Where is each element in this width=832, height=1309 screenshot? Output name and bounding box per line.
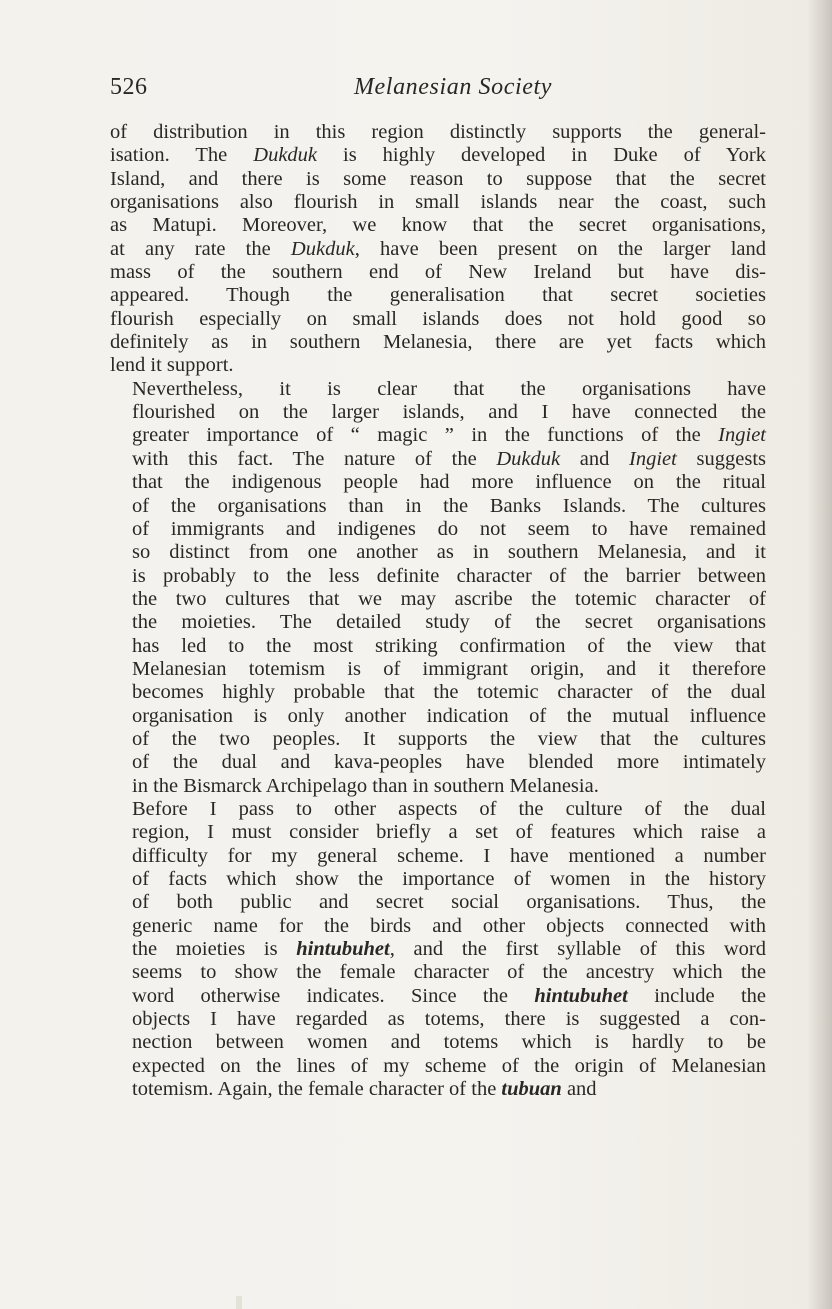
text-line xyxy=(110,471,766,494)
text-run: is probably to the less definite character of the barrier between xyxy=(132,564,766,587)
text-line xyxy=(110,728,766,751)
text-line xyxy=(110,891,766,914)
italic-term: Ingiet xyxy=(718,424,766,447)
text-run: , have been present on the larger land xyxy=(354,237,766,260)
body-text xyxy=(110,121,766,1101)
text-run: greater importance of “ magic ” in the functions of the xyxy=(132,424,719,447)
text-line xyxy=(110,214,766,237)
text-run: nection between women and totems which is hardly to be xyxy=(132,1031,766,1054)
text-run: of facts which show the importance of women in the history xyxy=(132,868,766,890)
text-run: is highly developed in Duke of York xyxy=(317,144,766,167)
text-run: objects I have regarded as totems, there is suggested a con- xyxy=(132,1008,766,1031)
text-run: and xyxy=(561,1078,597,1101)
text-run: definitely as in southern Melanesia, there are yet facts which xyxy=(110,331,766,354)
text-run: Island, and there is some reason to suppose that the secret xyxy=(110,167,766,190)
text-run: of both public and secret social organisations. Thus, the xyxy=(132,891,766,914)
page-number: 526 xyxy=(110,74,148,100)
text-run: of the dual and kava-peoples have blended more intimately xyxy=(132,751,766,774)
italic-term: hintubuhet xyxy=(296,938,390,961)
text-run: so distinct from one another as in southern Melanesia, and it xyxy=(132,541,766,564)
text-line xyxy=(110,541,766,564)
text-run: lend it support. xyxy=(110,354,234,377)
text-line xyxy=(110,1078,766,1101)
text-run: and xyxy=(560,447,630,470)
text-line xyxy=(110,331,766,354)
text-line xyxy=(110,611,766,634)
text-line xyxy=(110,775,766,798)
text-run: organisations also flourish in small islands near the coast, such xyxy=(110,191,766,214)
text-line xyxy=(110,144,766,167)
text-line xyxy=(110,985,766,1008)
text-run: isation. The xyxy=(110,144,254,167)
text-run: as Matupi. Moreover, we know that the secret organisations, xyxy=(110,214,766,237)
italic-term: hintubuhet xyxy=(534,984,628,1007)
text-run: difficulty for my general scheme. I have mentioned a number xyxy=(132,844,766,867)
paragraph xyxy=(110,378,766,798)
text-line xyxy=(110,168,766,191)
text-line xyxy=(110,565,766,588)
text-run: flourish especially on small islands does not hold good so xyxy=(110,307,766,330)
page-header xyxy=(110,74,766,104)
text-run: suggests xyxy=(676,447,766,470)
text-run: of the two peoples. It supports the view that the cultures xyxy=(132,727,766,750)
text-line xyxy=(110,308,766,331)
text-run: expected on the lines of my scheme of the origin of Melanesian xyxy=(132,1054,766,1077)
paragraph xyxy=(110,798,766,1101)
text-line xyxy=(110,681,766,704)
text-line xyxy=(110,915,766,938)
text-line xyxy=(110,658,766,681)
text-run: organisation is only another indication of the mutual influence xyxy=(132,704,766,727)
text-run: of immigrants and indigenes do not seem to have remained xyxy=(132,517,766,540)
text-line xyxy=(110,238,766,261)
text-run: , and the first syllable of this word xyxy=(389,938,766,961)
text-run: Nevertheless, it is clear that the organisations have xyxy=(132,377,766,400)
text-line xyxy=(110,261,766,284)
text-line xyxy=(110,354,766,377)
text-run: flourished on the larger islands, and I have connected the xyxy=(132,401,766,424)
text-run: has led to the most striking confirmation of the view that xyxy=(132,634,766,657)
text-run: the moieties is xyxy=(132,938,297,961)
italic-term: Ingiet xyxy=(629,447,677,470)
text-line xyxy=(110,845,766,868)
italic-term: Dukduk xyxy=(253,144,318,167)
text-run: seems to show the female character of the ancestry which the xyxy=(132,961,766,984)
text-line xyxy=(110,284,766,307)
text-line xyxy=(110,424,766,447)
running-title: Melanesian Society xyxy=(353,74,553,100)
text-run: the moieties. The detailed study of the secret organisations xyxy=(132,611,766,634)
text-run: of distribution in this region distinctly supports the general- xyxy=(110,121,766,143)
text-run: mass of the southern end of New Ireland but have dis- xyxy=(110,261,766,284)
text-line xyxy=(110,938,766,961)
text-run: totemism. Again, the female character of the xyxy=(132,1078,502,1101)
text-line xyxy=(110,401,766,424)
text-line xyxy=(110,798,766,821)
print-smudge xyxy=(236,1296,242,1309)
text-line xyxy=(110,1031,766,1054)
text-run: appeared. Though the generalisation that secret societies xyxy=(110,284,766,307)
italic-term: Dukduk xyxy=(496,447,561,470)
paragraph xyxy=(110,121,766,378)
text-line xyxy=(110,705,766,728)
text-line xyxy=(110,1008,766,1031)
italic-term: Dukduk xyxy=(290,237,355,260)
text-run: with this fact. The nature of the xyxy=(132,447,497,470)
text-run: in the Bismarck Archipelago than in southern Melanesia. xyxy=(132,774,599,797)
text-run: that the indigenous people had more influence on the ritual xyxy=(132,471,766,494)
text-run: becomes highly probable that the totemic character of the dual xyxy=(132,681,766,704)
text-run: Melanesian totemism is of immigrant origin, and it therefore xyxy=(132,657,766,680)
text-line xyxy=(110,518,766,541)
text-line xyxy=(110,121,766,144)
text-run: word otherwise indicates. Since the xyxy=(132,984,535,1007)
text-line xyxy=(110,635,766,658)
text-line xyxy=(110,495,766,518)
text-run: the two cultures that we may ascribe the totemic character of xyxy=(132,587,766,610)
text-line xyxy=(110,961,766,984)
text-line xyxy=(110,378,766,401)
text-line xyxy=(110,868,766,891)
text-line xyxy=(110,751,766,774)
text-line xyxy=(110,191,766,214)
italic-term: tubuan xyxy=(501,1078,562,1101)
text-line xyxy=(110,1055,766,1078)
text-run: region, I must consider briefly a set of features which raise a xyxy=(132,821,766,844)
text-line xyxy=(110,588,766,611)
text-run: Before I pass to other aspects of the culture of the dual xyxy=(132,797,766,820)
text-line xyxy=(110,821,766,844)
text-run: generic name for the birds and other objects connected with xyxy=(132,914,766,937)
text-line xyxy=(110,448,766,471)
text-run: include the xyxy=(627,984,766,1007)
text-run: of the organisations than in the Banks Islands. The cultures xyxy=(132,494,766,517)
text-run: at any rate the xyxy=(110,237,291,260)
